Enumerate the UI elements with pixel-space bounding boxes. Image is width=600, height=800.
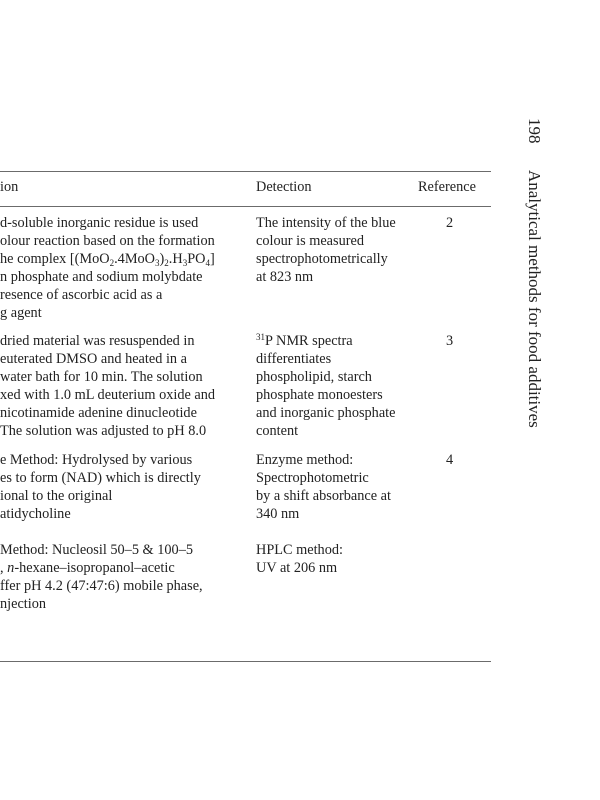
formula-line: he complex $[(MoO_2.4MoO_3)_2.H_3PO_4]$ — [0, 251, 215, 268]
table-bottom-rule — [0, 661, 491, 662]
page-number: 198 — [525, 118, 544, 144]
table-header-rule — [0, 206, 491, 207]
row1-detection: The intensity of the blue colour is measured spectrophotometrically at 823 nm — [256, 215, 396, 285]
table-top-rule — [0, 171, 491, 172]
row4-detection: HPLC method: UV at 206 nm — [256, 542, 343, 576]
column-header-reference: Reference — [418, 179, 476, 195]
running-header — [523, 118, 545, 448]
row2-detection: $^{31}$P NMR spectra differentiates phospholipid, starch phosphate monoesters and inorganic phosphate content — [256, 332, 396, 439]
column-header-description: ion — [0, 179, 19, 195]
row4-description: Method: Nucleosil 50–5 & 100–5 , n-hexane–isopropanol–acetic ffer pH 4.2 (47:47:6) mobile phase, njection — [0, 542, 203, 612]
row1-reference: 2 — [446, 215, 454, 231]
row3-detection: Enzyme method: Spectrophotometric by a shift absorbance at 340 nm — [256, 452, 391, 522]
running-title: Analytical methods for food additives — [525, 169, 544, 428]
row3-reference: 4 — [446, 452, 454, 468]
row2-reference: 3 — [446, 333, 454, 349]
row3-description: e Method: Hydrolysed by various es to form (NAD) which is directly ional to the original atidycholine — [0, 452, 201, 522]
column-header-detection: Detection — [256, 179, 312, 195]
row2-description: dried material was resuspended in euterated DMSO and heated in a water bath for 10 min. The solution xed with 1.0 mL deuterium oxide and nicotinamide adenine dinucleotide The solution was adjusted to pH 8.0 — [0, 333, 216, 439]
row1-description: d-soluble inorganic residue is used olour reaction based on the formation he complex $[(MoO_2.4MoO_3)_2.H_3PO_4]$ n phosphate and sodium molybdate resence of ascorbic acid as a g agent — [0, 215, 215, 321]
